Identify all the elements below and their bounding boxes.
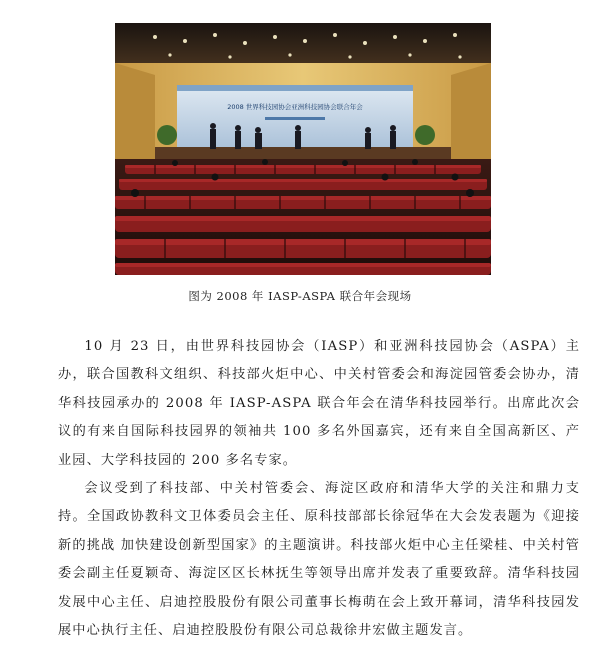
article-paragraph-1: 10 月 23 日，由世界科技园协会（IASP）和亚洲科技园协会（ASPA）主办，联合国教科文组织、科技部火炬中心、中关村管委会和海淀园管委会协办，清华科技园承办的 2008 年 IASP-ASPA 联合年会在清华科技园举行。出席此次会议的有来自国际科技园界的领袖共 100 多名外国嘉宾，还有来自全国高新区、产业园、大学科技园的 200 多名专家。 <box>58 339 580 468</box>
conference-photo <box>115 23 491 275</box>
banner-text: 2008 世界科技园协会亚洲科技园协会联合年会 <box>227 103 363 111</box>
photo-caption: 图为 2008 年 IASP-ASPA 联合年会现场 <box>188 289 412 303</box>
article-paragraph-2: 会议受到了科技部、中关村管委会、海淀区政府和清华大学的关注和鼎力支持。全国政协教科文卫体委员会主任、原科技部部长徐冠华在大会发表题为《迎接新的挑战 加快建设创新型国家》的主题演讲。科技部火炬中心主任梁桂、中关村管委会副主任夏颖奇、海淀区区长林抚生等领导出席并发表了重要致辞。清华科技园发展中心主任、启迪控股股份有限公司董事长梅萌在会上致开幕词，清华科技园发展中心执行主任、启迪控股股份有限公司总裁徐井宏做主题发言。 <box>58 481 580 639</box>
article-body <box>58 333 580 645</box>
conference-hall-illustration <box>115 23 491 275</box>
